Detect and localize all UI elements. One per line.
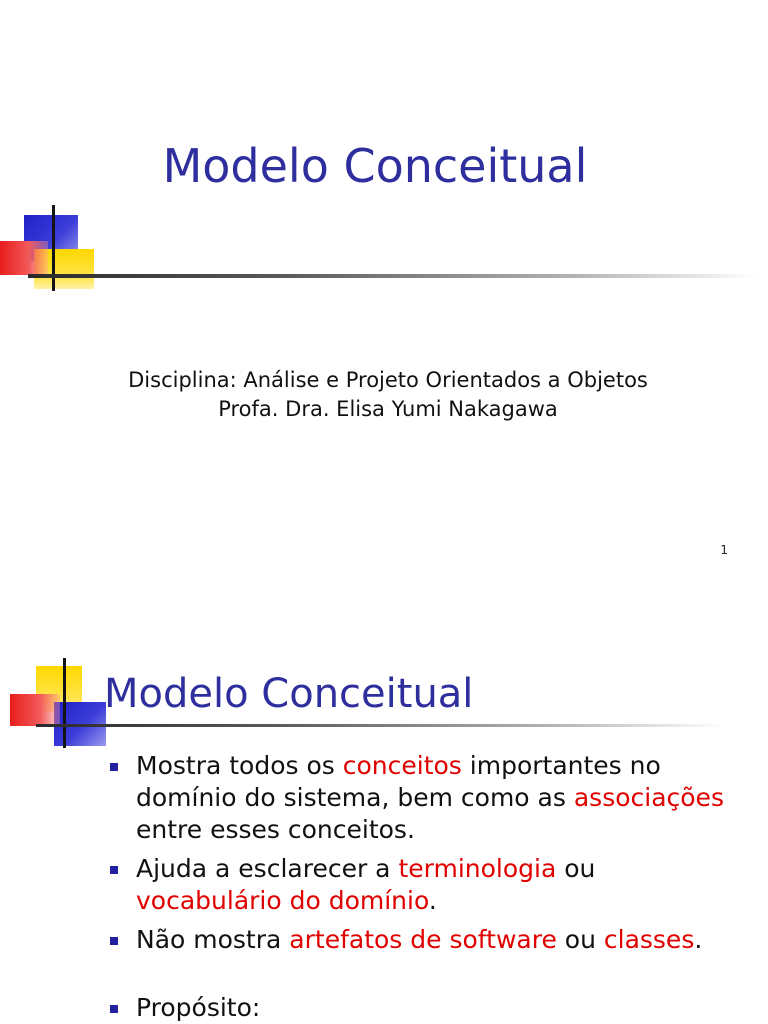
slide-logo-icon [0, 205, 100, 295]
highlight-text: vocabulário do domínio [136, 886, 429, 915]
title-divider [28, 274, 758, 278]
title-divider [36, 724, 726, 727]
bullet-item [108, 992, 748, 1024]
bullet-item [108, 853, 748, 917]
bullet-text: Propósito: [136, 993, 261, 1022]
highlight-text: conceitos [342, 751, 462, 780]
bullet-text: ou [556, 925, 604, 954]
highlight-text: associações [573, 783, 724, 812]
subtitle-professor: Profa. Dra. Elisa Yumi Nakagawa [218, 397, 558, 421]
highlight-text: classes [603, 925, 695, 954]
square-bullet-icon [110, 866, 118, 874]
bullet-text: Ajuda a esclarecer a [136, 854, 399, 883]
bullet-text: ou [556, 854, 596, 883]
bullet-item [108, 750, 748, 846]
slide-2-title: Modelo Conceitual [104, 671, 474, 717]
bullet-text: entre esses conceitos. [136, 815, 415, 844]
subtitle-discipline: Disciplina: Análise e Projeto Orientados a Objetos [128, 368, 648, 392]
slide-logo-icon [10, 658, 110, 748]
highlight-text: artefatos de software [289, 925, 557, 954]
slide-2 [0, 590, 768, 1024]
bullet-item [108, 924, 748, 956]
bullet-text: Mostra todos os [136, 751, 343, 780]
bullet-text: Não mostra [136, 925, 290, 954]
highlight-text: terminologia [398, 854, 557, 883]
page-number: 1 [720, 543, 728, 557]
bullet-list [108, 750, 748, 1024]
square-bullet-icon [110, 937, 118, 945]
bullet-text: importantes no domínio do sistema, bem como as [136, 751, 661, 812]
square-bullet-icon [110, 763, 118, 771]
bullet-text: . [428, 886, 437, 915]
slide-1-title: Modelo Conceitual [162, 139, 588, 193]
square-bullet-icon [110, 1005, 118, 1013]
bullet-text: . [694, 925, 703, 954]
